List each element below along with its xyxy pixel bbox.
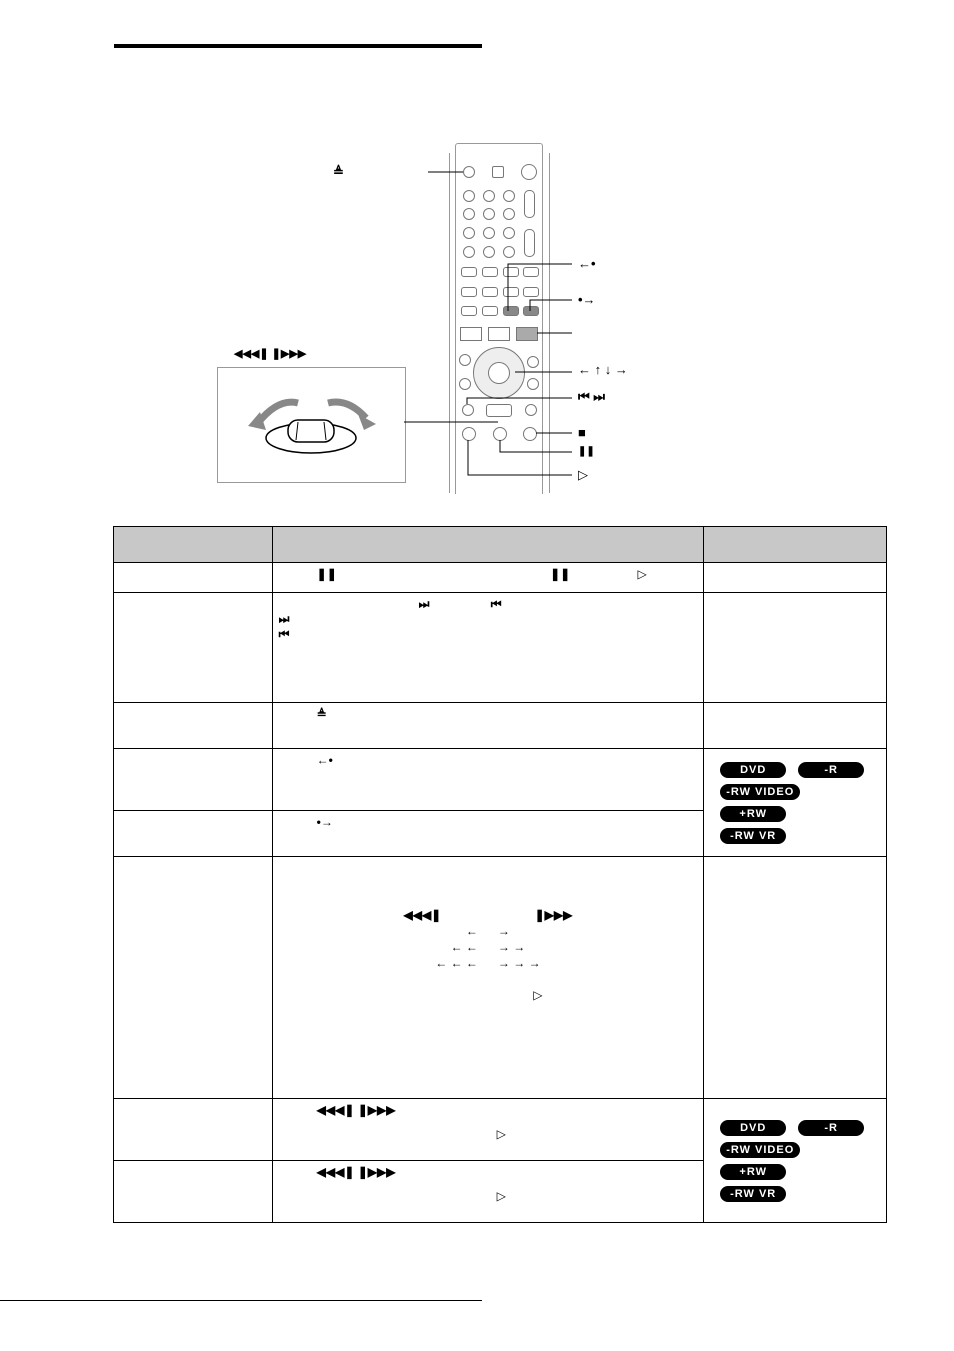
play-icon: ▷ <box>637 567 647 581</box>
table-cell <box>272 1161 704 1223</box>
fast-forward-icon: ❚▶▶▶ <box>534 908 573 922</box>
table-row <box>114 703 887 749</box>
table-cell <box>704 857 887 1099</box>
table-row <box>114 1099 887 1161</box>
table-header-row <box>114 527 887 563</box>
callout-arrows: ← ↑ ↓ → <box>578 362 628 377</box>
forward-speed-1: → <box>497 924 510 938</box>
eject-icon: ≜ <box>316 707 327 721</box>
table-cell <box>704 563 887 593</box>
leader-lines <box>0 0 954 510</box>
forward-speed-3: → → → <box>497 956 541 970</box>
next-icon: ⏭ <box>418 597 430 611</box>
table-cell <box>114 811 273 857</box>
disc-badge-dvd: DVD <box>720 1120 786 1136</box>
pause-icon: ❚❚ <box>550 567 571 581</box>
table-cell <box>272 703 704 749</box>
table-row <box>114 749 887 811</box>
prev-icon: ⏮ <box>490 597 502 611</box>
disc-badge-r: -R <box>798 762 864 778</box>
rewind-speed-3: ← ← ← <box>435 956 478 970</box>
play-icon: ▷ <box>496 1127 506 1141</box>
table-cell <box>272 563 704 593</box>
play-icon: ▷ <box>533 988 543 1002</box>
instant-replay-icon: ←• <box>316 753 333 767</box>
play-icon: ▷ <box>496 1189 506 1203</box>
disc-badge-plus-rw: +RW <box>720 1164 786 1180</box>
disc-compat-cell <box>704 749 887 857</box>
callout-play: ▷ <box>578 467 588 482</box>
callout-prev-next: ⏮ ⏭ <box>578 389 606 404</box>
header-cell-1 <box>114 527 273 563</box>
table-cell <box>114 749 273 811</box>
bottom-rule <box>0 1300 482 1301</box>
disc-badge-rw-vr: -RW VR <box>720 828 786 844</box>
disc-badge-r: -R <box>798 1120 864 1136</box>
next-icon: ⏭ <box>278 612 290 626</box>
callout-instant-replay: ←• <box>578 256 596 271</box>
table-cell <box>114 703 273 749</box>
callout-stop: ■ <box>578 425 586 440</box>
table-row <box>114 857 887 1099</box>
rewind-icon: ◀◀◀❚ <box>403 908 442 922</box>
table-cell <box>704 593 887 703</box>
jog-icon: ◀◀◀❚ ❚▶▶▶ <box>316 1165 396 1179</box>
table-cell <box>272 593 704 703</box>
callout-pause: ❚❚ <box>578 446 595 457</box>
instant-advance-icon: •→ <box>316 815 333 829</box>
table-row <box>114 563 887 593</box>
table-cell <box>272 1099 704 1161</box>
rewind-speed-2: ← ← <box>450 940 478 954</box>
table-cell <box>272 749 704 811</box>
table-cell <box>114 593 273 703</box>
table-row <box>114 593 887 703</box>
table-cell <box>114 857 273 1099</box>
forward-speed-2: → → <box>497 940 526 954</box>
callout-jog: ◀◀◀❚ ❚▶▶▶ <box>234 348 307 360</box>
header-cell-2 <box>272 527 704 563</box>
pause-icon: ❚❚ <box>316 567 337 581</box>
header-cell-3 <box>704 527 887 563</box>
rewind-speed-1: ← <box>465 924 478 938</box>
table-cell <box>272 857 704 1099</box>
table-cell <box>114 563 273 593</box>
disc-badge-rw-video: -RW VIDEO <box>720 784 800 800</box>
table-cell <box>114 1161 273 1223</box>
remote-diagram <box>0 0 954 510</box>
table-cell <box>114 1099 273 1161</box>
operations-table <box>113 526 887 1223</box>
callout-eject: ≜ <box>333 164 344 179</box>
jog-icon: ◀◀◀❚ ❚▶▶▶ <box>316 1103 396 1117</box>
disc-compat-cell <box>704 1099 887 1223</box>
disc-badge-rw-vr: -RW VR <box>720 1186 786 1202</box>
disc-badge-dvd: DVD <box>720 762 786 778</box>
table-cell <box>704 703 887 749</box>
prev-icon: ⏮ <box>278 627 290 641</box>
disc-badge-plus-rw: +RW <box>720 806 786 822</box>
table-cell <box>272 811 704 857</box>
callout-instant-advance: •→ <box>578 292 596 307</box>
disc-badge-rw-video: -RW VIDEO <box>720 1142 800 1158</box>
